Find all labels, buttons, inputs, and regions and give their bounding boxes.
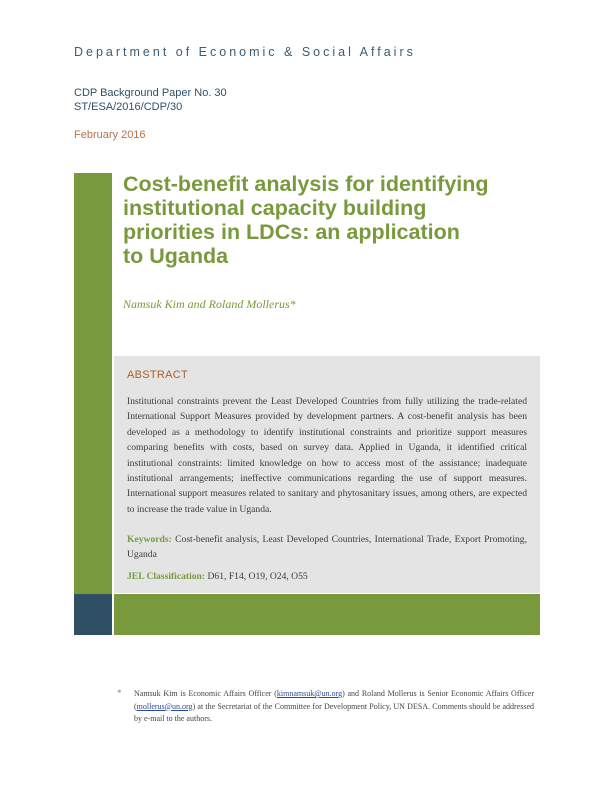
abstract-heading: ABSTRACT <box>127 369 189 381</box>
email-link-mollerus[interactable]: mollerus@un.org <box>136 701 193 711</box>
title-line: institutional capacity building <box>123 196 427 220</box>
keywords-value: Cost-benefit analysis, Least Developed Countries, International Trade, Export Promoting, Uganda <box>127 534 527 561</box>
publication-date: February 2016 <box>74 129 146 141</box>
email-link-kim[interactable]: kimnamsuk@un.org <box>276 689 343 698</box>
authors: Namsuk Kim and Roland Mollerus* <box>123 297 296 311</box>
title-line: priorities in LDCs: an application <box>123 220 460 244</box>
abstract-text: Institutional constraints prevent the Least Developed Countries from fully utilizing the trade-related International Support Measures provided by development partners. A cost-benefit analysis has been developed as a methodology to identify institutional constraints and prioritize support measures comparing benefits with costs, based on survey data. Applied in Uganda, it identified critical institutional constraints: limited knowledge on how to access most of the assistance; inadequate institutional arrangements; ineffective communications regarding the use of support measures. International support measures related to sanitary and phytosanitary issues, among others, are expected to increase the trade value in Uganda. <box>127 396 527 515</box>
footnote-text: ) at the Secretariat of the Committee for Development Policy, UN DESA. Comments should be addressed by e-mail to the authors. <box>134 701 534 723</box>
jel-value: D61, F14, O19, O24, O55 <box>207 571 308 582</box>
decorative-green-band <box>114 594 540 635</box>
title-line: Cost-benefit analysis for identifying <box>123 172 489 196</box>
keywords-label: Keywords: <box>127 534 172 545</box>
keywords <box>127 532 527 563</box>
footnote <box>134 688 534 726</box>
jel-label: JEL Classification: <box>127 571 206 582</box>
document-code: ST/ESA/2016/CDP/30 <box>74 101 183 113</box>
decorative-navy-block <box>74 594 112 635</box>
decorative-green-bar <box>74 173 112 601</box>
footnote-mark: * <box>117 688 122 698</box>
footnote-text: Namsuk Kim is Economic Affairs Officer ( <box>134 689 277 698</box>
series-info <box>74 86 227 114</box>
department-header: Department of Economic & Social Affairs <box>74 45 416 59</box>
paper-number: CDP Background Paper No. 30 <box>74 87 227 99</box>
footnote-text: ) and Roland Mollerus is Senior Economic Affairs Officer ( <box>134 689 535 711</box>
jel-classification <box>127 571 527 582</box>
title-line: to Uganda <box>123 244 229 268</box>
paper-title <box>123 172 543 268</box>
